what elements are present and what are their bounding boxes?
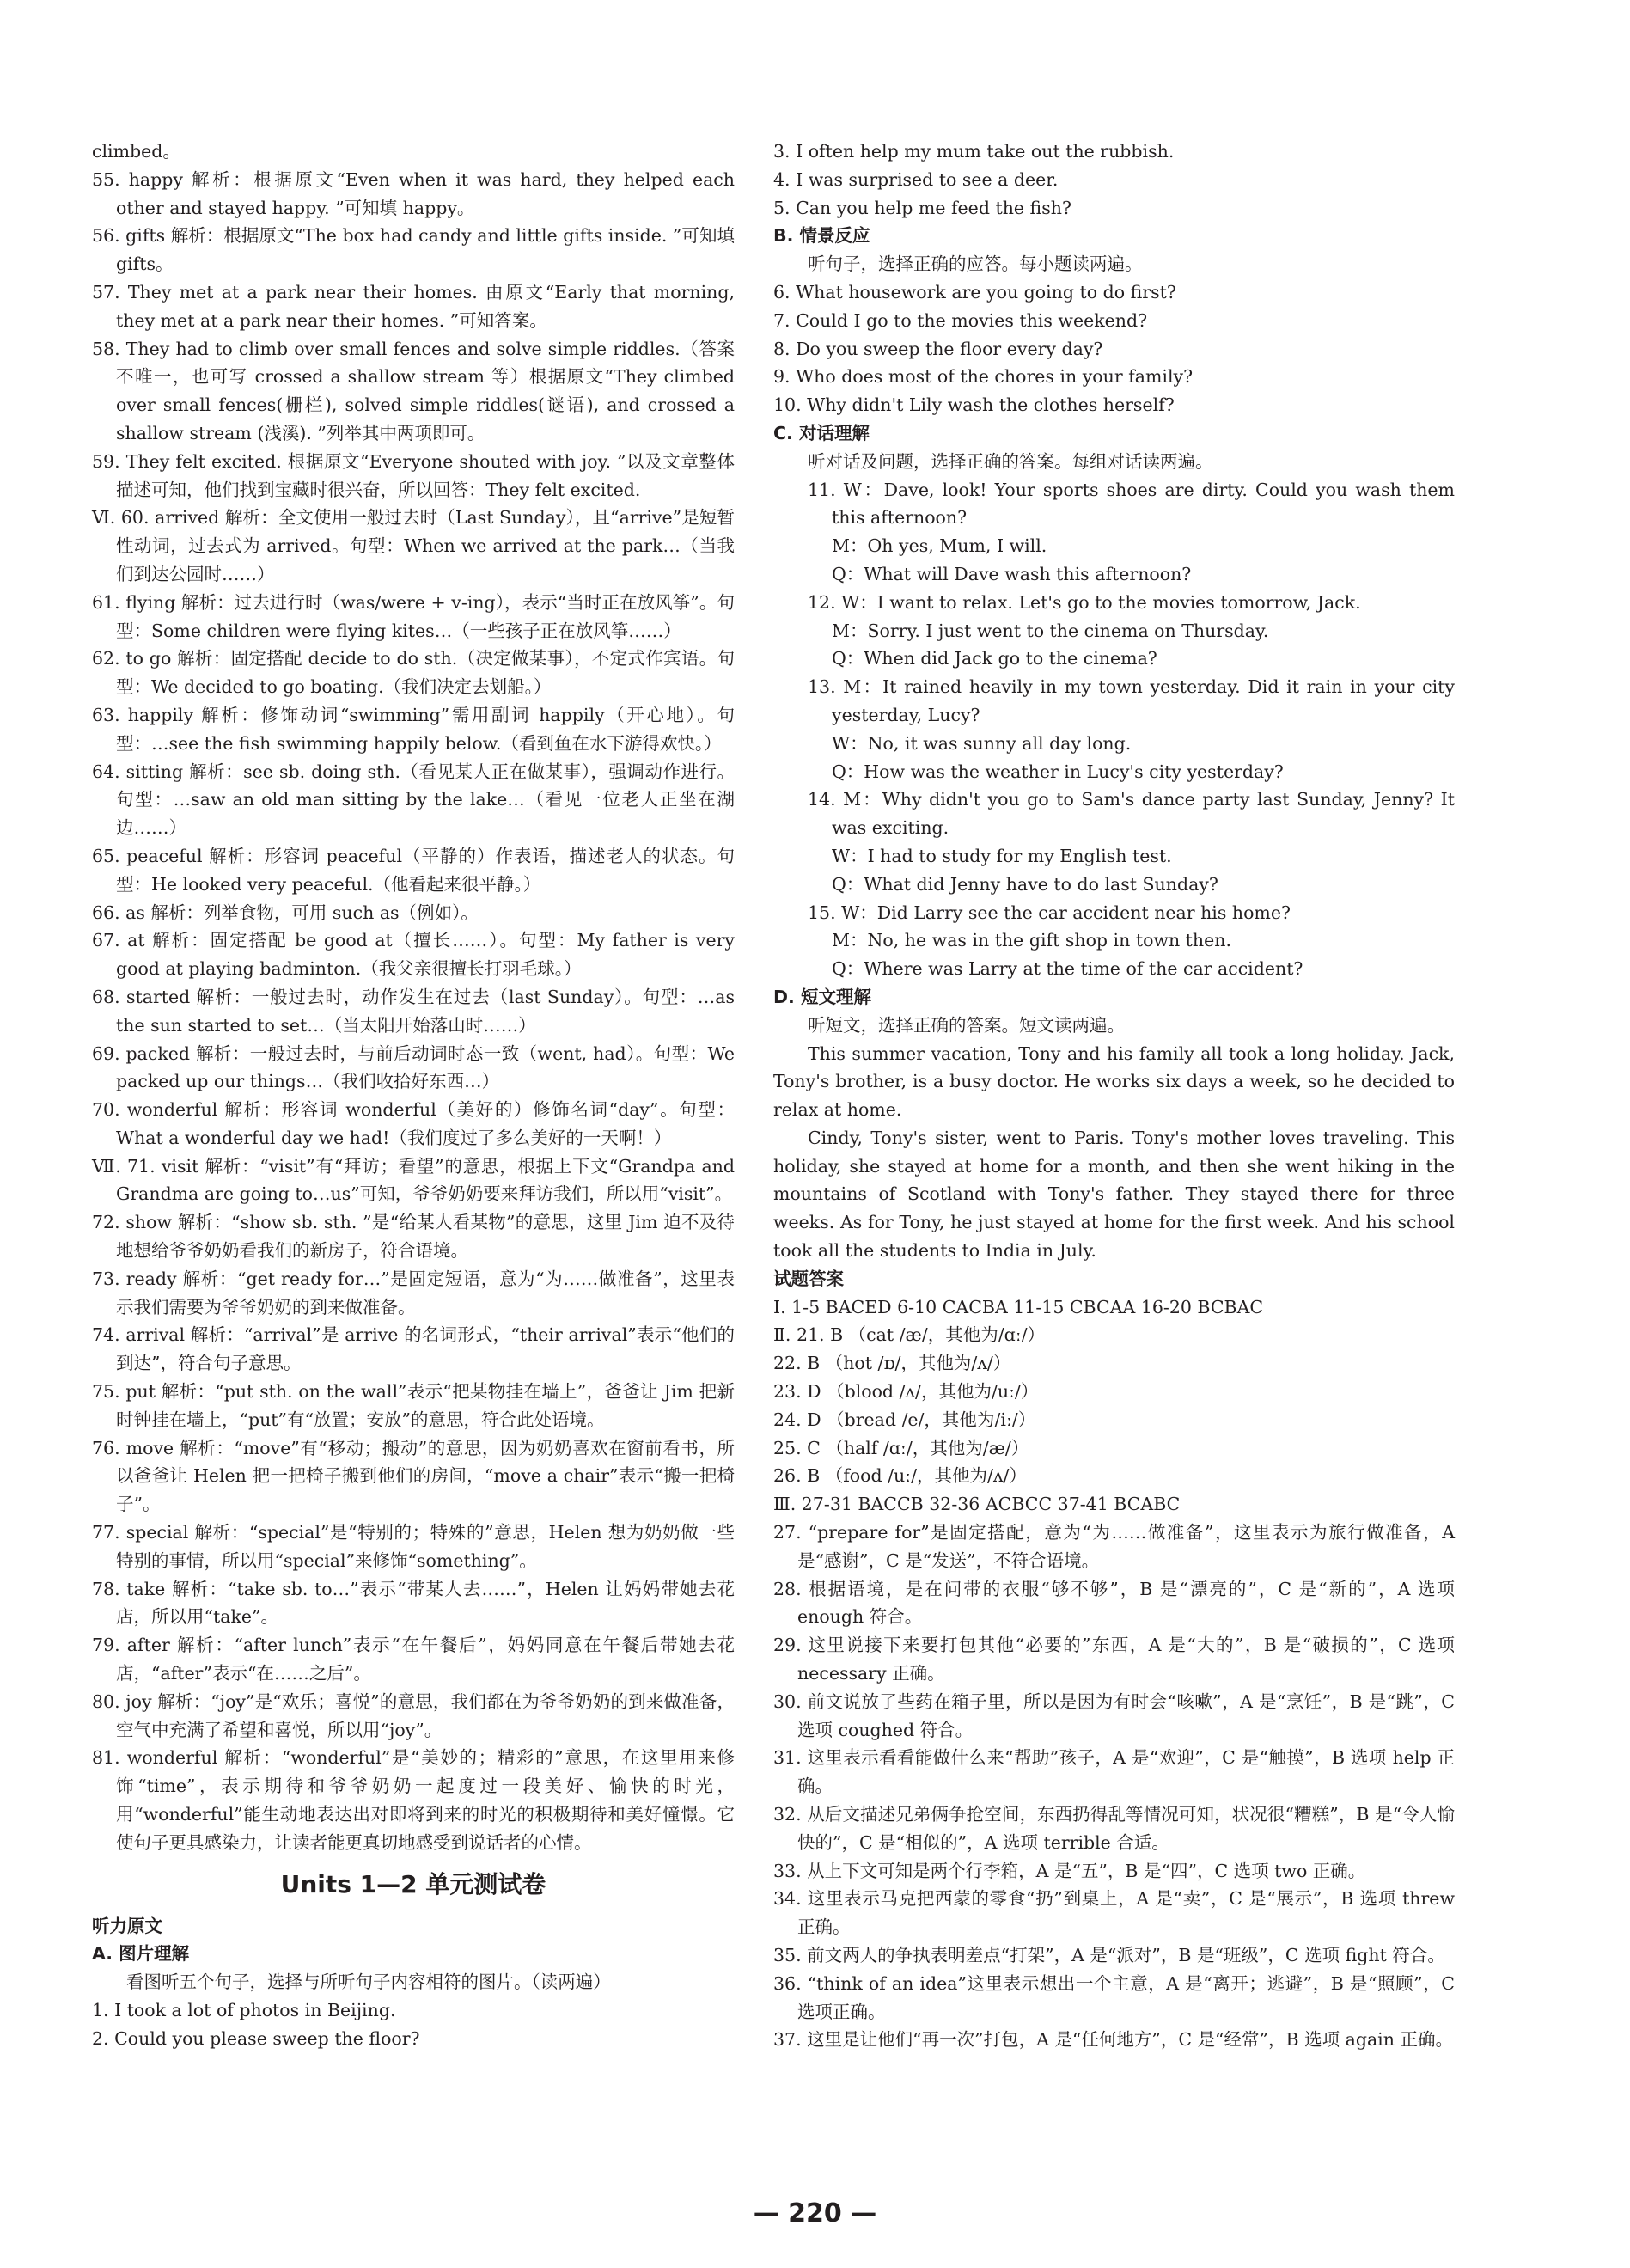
answer-item: 73. ready 解析：“get ready for…”是固定短语，意为“为……做准备”，这里表示我们需要为爷爷奶奶的到来做准备。	[92, 1268, 735, 1317]
answer-key-item: 35. 前文两人的争执表明差点“打架”，A 是“派对”，B 是“班级”，C 选项 fight 符合。	[773, 1945, 1445, 1965]
dialogue	[773, 476, 1455, 589]
dialogue-line: Q：When did Jack go to the cinema?	[832, 648, 1157, 669]
section-b-item: 9. Who does most of the chores in your family?	[773, 366, 1194, 388]
answer-item: 64. sitting 解析：see sb. doing sth.（看见某人正在做某事），强调动作进行。句型：…saw an old man sitting by the lake…（看见一位老人正坐在湖边……）	[92, 761, 735, 839]
dialogue	[773, 786, 1455, 898]
answer-key-item: 30. 前文说放了些药在箱子里，所以是因为有时会“咳嗽”，A 是“烹饪”，B 是“跳”，C 选项 coughed 符合。	[773, 1690, 1455, 1740]
answer-item: 59. They felt excited. 根据原文“Everyone shouted with joy. ”以及文章整体描述可知，他们找到宝藏时很兴奋，所以回答：They felt excited.	[92, 450, 735, 500]
section-a-item: 2. Could you please sweep the floor?	[92, 2027, 420, 2049]
answer-item: 81. wonderful 解析：“wonderful”是“美妙的；精彩的”意思，在这里用来修饰“time”，表示期待和爷爷奶奶一起度过一段美好、愉快的时光，用“wonderful”能生动地表达出对即将到来的时光的积极期待和美好憧憬。它使句子更具感染力，让读者能更真切地感受到说话者的心情。	[92, 1747, 735, 1853]
section-b-item: 8. Do you sweep the floor every day?	[773, 338, 1103, 359]
answer-key-item: 37. 这里是让他们“再一次”打包，A 是“任何地方”，C 是“经常”，B 选项 again 正确。	[773, 2029, 1453, 2051]
dialogue-line: 13. M：It rained heavily in my town yesterday. Did it rain in your city yesterday, Lucy?	[808, 676, 1455, 725]
answer-key-item: 29. 这里说接下来要打包其他“必要的”东西，A 是“大的”，B 是“破损的”，C 选项 necessary 正确。	[773, 1635, 1455, 1684]
dialogue-line: M：Oh yes, Mum, I will.	[832, 535, 1047, 557]
dialogue-line: 11. W：Dave, look! Your sports shoes are dirty. Could you wash them this afternoon?	[808, 479, 1455, 529]
answer-item: 68. started 解析：一般过去时，动作发生在过去（last Sunday）。句型：…as the sun started to set…（当太阳开始落山时……）	[92, 986, 735, 1036]
answer-key-item: 28. 根据语境，是在问带的衣服“够不够”，B 是“漂亮的”，C 是“新的”，A 选项 enough 符合。	[773, 1578, 1455, 1628]
section-a-item: 1. I took a lot of photos in Beijing.	[92, 2000, 396, 2020]
unit-title: Units 1—2 单元测试卷	[280, 1869, 546, 1898]
dialogue	[773, 589, 1455, 673]
answer-item: 67. at 解析：固定搭配 be good at（擅长……）。句型：My father is very good at playing badminton.（我父亲很擅长打羽毛球。）	[92, 930, 735, 980]
answer-key-item: Ⅱ. 21. B （cat /æ/，其他为/ɑː/）	[773, 1324, 1046, 1346]
answer-key-item: 26. B （food /uː/，其他为/ʌ/）	[773, 1465, 1027, 1487]
answer-item: 56. gifts 解析：根据原文“The box had candy and little gifts inside. ”可知填 gifts。	[92, 225, 735, 275]
dialogue-line: M：No, he was in the gift shop in town then.	[832, 930, 1231, 951]
answer-item: 66. as 解析：列举食物，可用 such as（例如）。	[92, 902, 479, 923]
listening-heading: 听力原文	[92, 1915, 162, 1936]
answer-item: 55. happy 解析：根据原文“Even when it was hard, they helped each other and stayed happy. ”可知填 happy。	[92, 168, 735, 218]
answer-item: 75. put 解析：“put sth. on the wall”表示“把某物挂在墙上”，爸爸让 Jim 把新时钟挂在墙上，“put”有“放置；安放”的意思，符合此处语境。	[92, 1381, 735, 1430]
dialogue-line: W：No, it was sunny all day long.	[832, 732, 1132, 754]
answer-item: 76. move 解析：“move”有“移动；搬动”的意思，因为奶奶喜欢在窗前看书，所以爸爸让 Helen 把一把椅子搬到他们的房间，“move a chair”表示“搬一把椅子”。	[92, 1437, 735, 1515]
answer-item: climbed。	[92, 141, 180, 162]
answer-key-item: 31. 这里表示看看能做什么来“帮助”孩子，A 是“欢迎”，C 是“触摸”，B 选项 help 正确。	[773, 1747, 1455, 1797]
answer-item: 80. joy 解析：“joy”是“欢乐；喜悦”的意思，我们都在为爷爷奶奶的到来做准备，空气中充满了希望和喜悦，所以用“joy”。	[92, 1690, 735, 1740]
section-b-item: 10. Why didn't Lily wash the clothes herself?	[773, 394, 1175, 416]
answers-heading: 试题答案	[773, 1268, 844, 1289]
dialogue-line: Q：What did Jenny have to do last Sunday?	[832, 873, 1218, 895]
left-column	[92, 138, 735, 2053]
answer-item: 69. packed 解析：一般过去时，与前后动词时态一致（went, had）。句型：We packed up our things…（我们收拾好东西…）	[92, 1042, 735, 1092]
left-answer-list	[92, 138, 735, 1857]
answer-key-item: 24. D （bread /e/，其他为/iː/）	[773, 1409, 1036, 1430]
dialogue-line: Q：How was the weather in Lucy's city yesterday?	[832, 761, 1284, 782]
answer-key-item: 23. D （blood /ʌ/，其他为/uː/）	[773, 1381, 1039, 1403]
answer-key-item: 22. B （hot /ɒ/，其他为/ʌ/）	[773, 1353, 1011, 1374]
answer-key-item: Ⅲ. 27-31 BACCB 32-36 ACBCC 37-41 BCABC	[773, 1494, 1181, 1515]
section-b-item: 7. Could I go to the movies this weekend?	[773, 309, 1148, 331]
answer-item: 62. to go 解析：固定搭配 decide to do sth.（决定做某事），不定式作宾语。句型：We decided to go boating.（我们决定去划船。）	[92, 648, 735, 698]
answer-key-item: 25. C （half /ɑː/，其他为/æ/）	[773, 1437, 1029, 1458]
right-column	[773, 138, 1455, 2054]
page-number: — 220 —	[753, 2198, 877, 2228]
answer-item: 72. show 解析：“show sb. sth. ”是“给某人看某物”的意思，这里 Jim 迫不及待地想给爷爷奶奶看我们的新房子，符合语境。	[92, 1212, 735, 1262]
section-c-title: C. 对话理解	[773, 422, 870, 443]
section-b-item: 6. What housework are you going to do first?	[773, 281, 1176, 303]
answer-item: 70. wonderful 解析：形容词 wonderful（美好的）修饰名词“day”。句型：What a wonderful day we had!（我们度过了多么美好的一天啊！）	[92, 1099, 735, 1148]
answer-key-item: 36. “think of an idea”这里表示想出一个主意，A 是“离开；逃避”，B 是“照顾”，C 选项正确。	[773, 1972, 1455, 2022]
dialogue-line: 15. W：Did Larry see the car accident near his home?	[808, 902, 1291, 923]
answer-item: 79. after 解析：“after lunch”表示“在午餐后”，妈妈同意在午餐后带她去花店，“after”表示“在……之后”。	[92, 1635, 735, 1684]
dialogue-line: Q：What will Dave wash this afternoon?	[832, 563, 1192, 584]
dialogue-line: W：I had to study for my English test.	[832, 845, 1172, 866]
answer-item: Ⅶ. 71. visit 解析：“visit”有“拜访；看望”的意思，根据上下文“Grandpa and Grandma are going to…us”可知，爷爷奶奶要来拜访我们，所以用“visit”。	[92, 1155, 735, 1205]
section-c-instructions: 听对话及问题，选择正确的答案。每组对话读两遍。	[808, 450, 1213, 472]
dialogue	[773, 899, 1455, 983]
section-d-title: D. 短文理解	[773, 986, 871, 1007]
passage-paragraph: This summer vacation, Tony and his family all took a long holiday. Jack, Tony's brother, is a busy doctor. He works six days a week, so he decided to relax at home.	[773, 1042, 1455, 1121]
section-d-instructions: 听短文，选择正确的答案。短文读两遍。	[808, 1014, 1125, 1036]
section-a-title: A. 图片理解	[92, 1943, 190, 1965]
dialogue-line: 14. M：Why didn't you go to Sam's dance party last Sunday, Jenny? It was exciting.	[808, 789, 1455, 839]
answer-item: 65. peaceful 解析：形容词 peaceful（平静的）作表语，描述老人的状态。句型：He looked very peaceful.（他看起来很平静。）	[92, 845, 735, 895]
dialogue	[773, 673, 1455, 786]
section-a-item: 3. I often help my mum take out the rubbish.	[773, 141, 1175, 162]
answer-item: 58. They had to climb over small fences and solve simple riddles.（答案不唯一，也可写 crossed a shallow stream 等）根据原文“They climbed over small fences(栅栏), solved simple riddles(谜语), and crossed a shallow stream (浅溪). ”列举其中两项即可。	[92, 338, 735, 443]
answer-item: Ⅵ. 60. arrived 解析：全文使用一般过去时（Last Sunday），且“arrive”是短暂性动词，过去式为 arrived。句型：When we arrived at the park…（当我们到达公园时……）	[92, 507, 735, 584]
answer-key-item: Ⅰ. 1-5 BACED 6-10 CACBA 11-15 CBCAA 16-20 BCBAC	[773, 1296, 1264, 1317]
answer-item: 77. special 解析：“special”是“特别的；特殊的”意思，Helen 想为奶奶做一些特别的事情，所以用“special”来修饰“something”。	[92, 1522, 735, 1571]
passage-paragraph: Cindy, Tony's sister, went to Paris. Tony's mother loves traveling. This holiday, she stayed at home for a month, and then she went hiking in the mountains of Scotland with Tony's father. They stayed there for three weeks. As for Tony, he just stayed at home for the first week. And his school took all the students to India in July.	[773, 1127, 1455, 1262]
section-b-instructions: 听句子，选择正确的应答。每小题读两遍。	[808, 254, 1143, 275]
answer-item: 78. take 解析：“take sb. to…”表示“带某人去……”，Helen 让妈妈带她去花店，所以用“take”。	[92, 1578, 735, 1628]
dialogue-line: 12. W：I want to relax. Let's go to the movies tomorrow, Jack.	[808, 591, 1361, 613]
answer-key-item: 33. 从上下文可知是两个行李箱，A 是“五”，B 是“四”，C 选项 two 正确。	[773, 1860, 1366, 1881]
answer-item: 61. flying 解析：过去进行时（was/were + v-ing），表示“当时正在放风筝”。句型：Some children were flying kites…（一些孩子正在放风筝……）	[92, 591, 735, 641]
answer-item: 57. They met at a park near their homes. 由原文“Early that morning, they met at a park near their homes. ”可知答案。	[92, 281, 735, 331]
section-a-item: 5. Can you help me feed the fish?	[773, 197, 1071, 218]
dialogue-list	[773, 476, 1455, 983]
section-a-item: 4. I was surprised to see a deer.	[773, 168, 1059, 190]
answer-key-item: 32. 从后文描述兄弟俩争抢空间，东西扔得乱等情况可知，状况很“糟糕”，B 是“令人愉快的”，C 是“相似的”，A 选项 terrible 合适。	[773, 1804, 1455, 1853]
section-b-title: B. 情景反应	[773, 225, 870, 247]
answer-item: 74. arrival 解析：“arrival”是 arrive 的名词形式，“their arrival”表示“他们的到达”，符合句子意思。	[92, 1324, 735, 1374]
answer-key-item: 34. 这里表示马克把西蒙的零食“扔”到桌上，A 是“卖”，C 是“展示”，B 选项 threw 正确。	[773, 1888, 1455, 1938]
answer-key-list	[773, 1293, 1455, 2055]
answer-item: 63. happily 解析：修饰动词“swimming”需用副词 happily（开心地）。句型：…see the fish swimming happily below.（看到鱼在水下游得欢快。）	[92, 704, 735, 754]
section-a-instructions: 看图听五个句子，选择与所听句子内容相符的图片。（读两遍）	[126, 1972, 611, 1993]
dialogue-line: M：Sorry. I just went to the cinema on Thursday.	[832, 620, 1269, 641]
dialogue-line: Q：Where was Larry at the time of the car accident?	[832, 958, 1303, 980]
answer-key-item: 27. “prepare for”是固定搭配，意为“为……做准备”，这里表示为旅行做准备，A 是“感谢”，C 是“发送”，不符合语境。	[773, 1522, 1455, 1571]
